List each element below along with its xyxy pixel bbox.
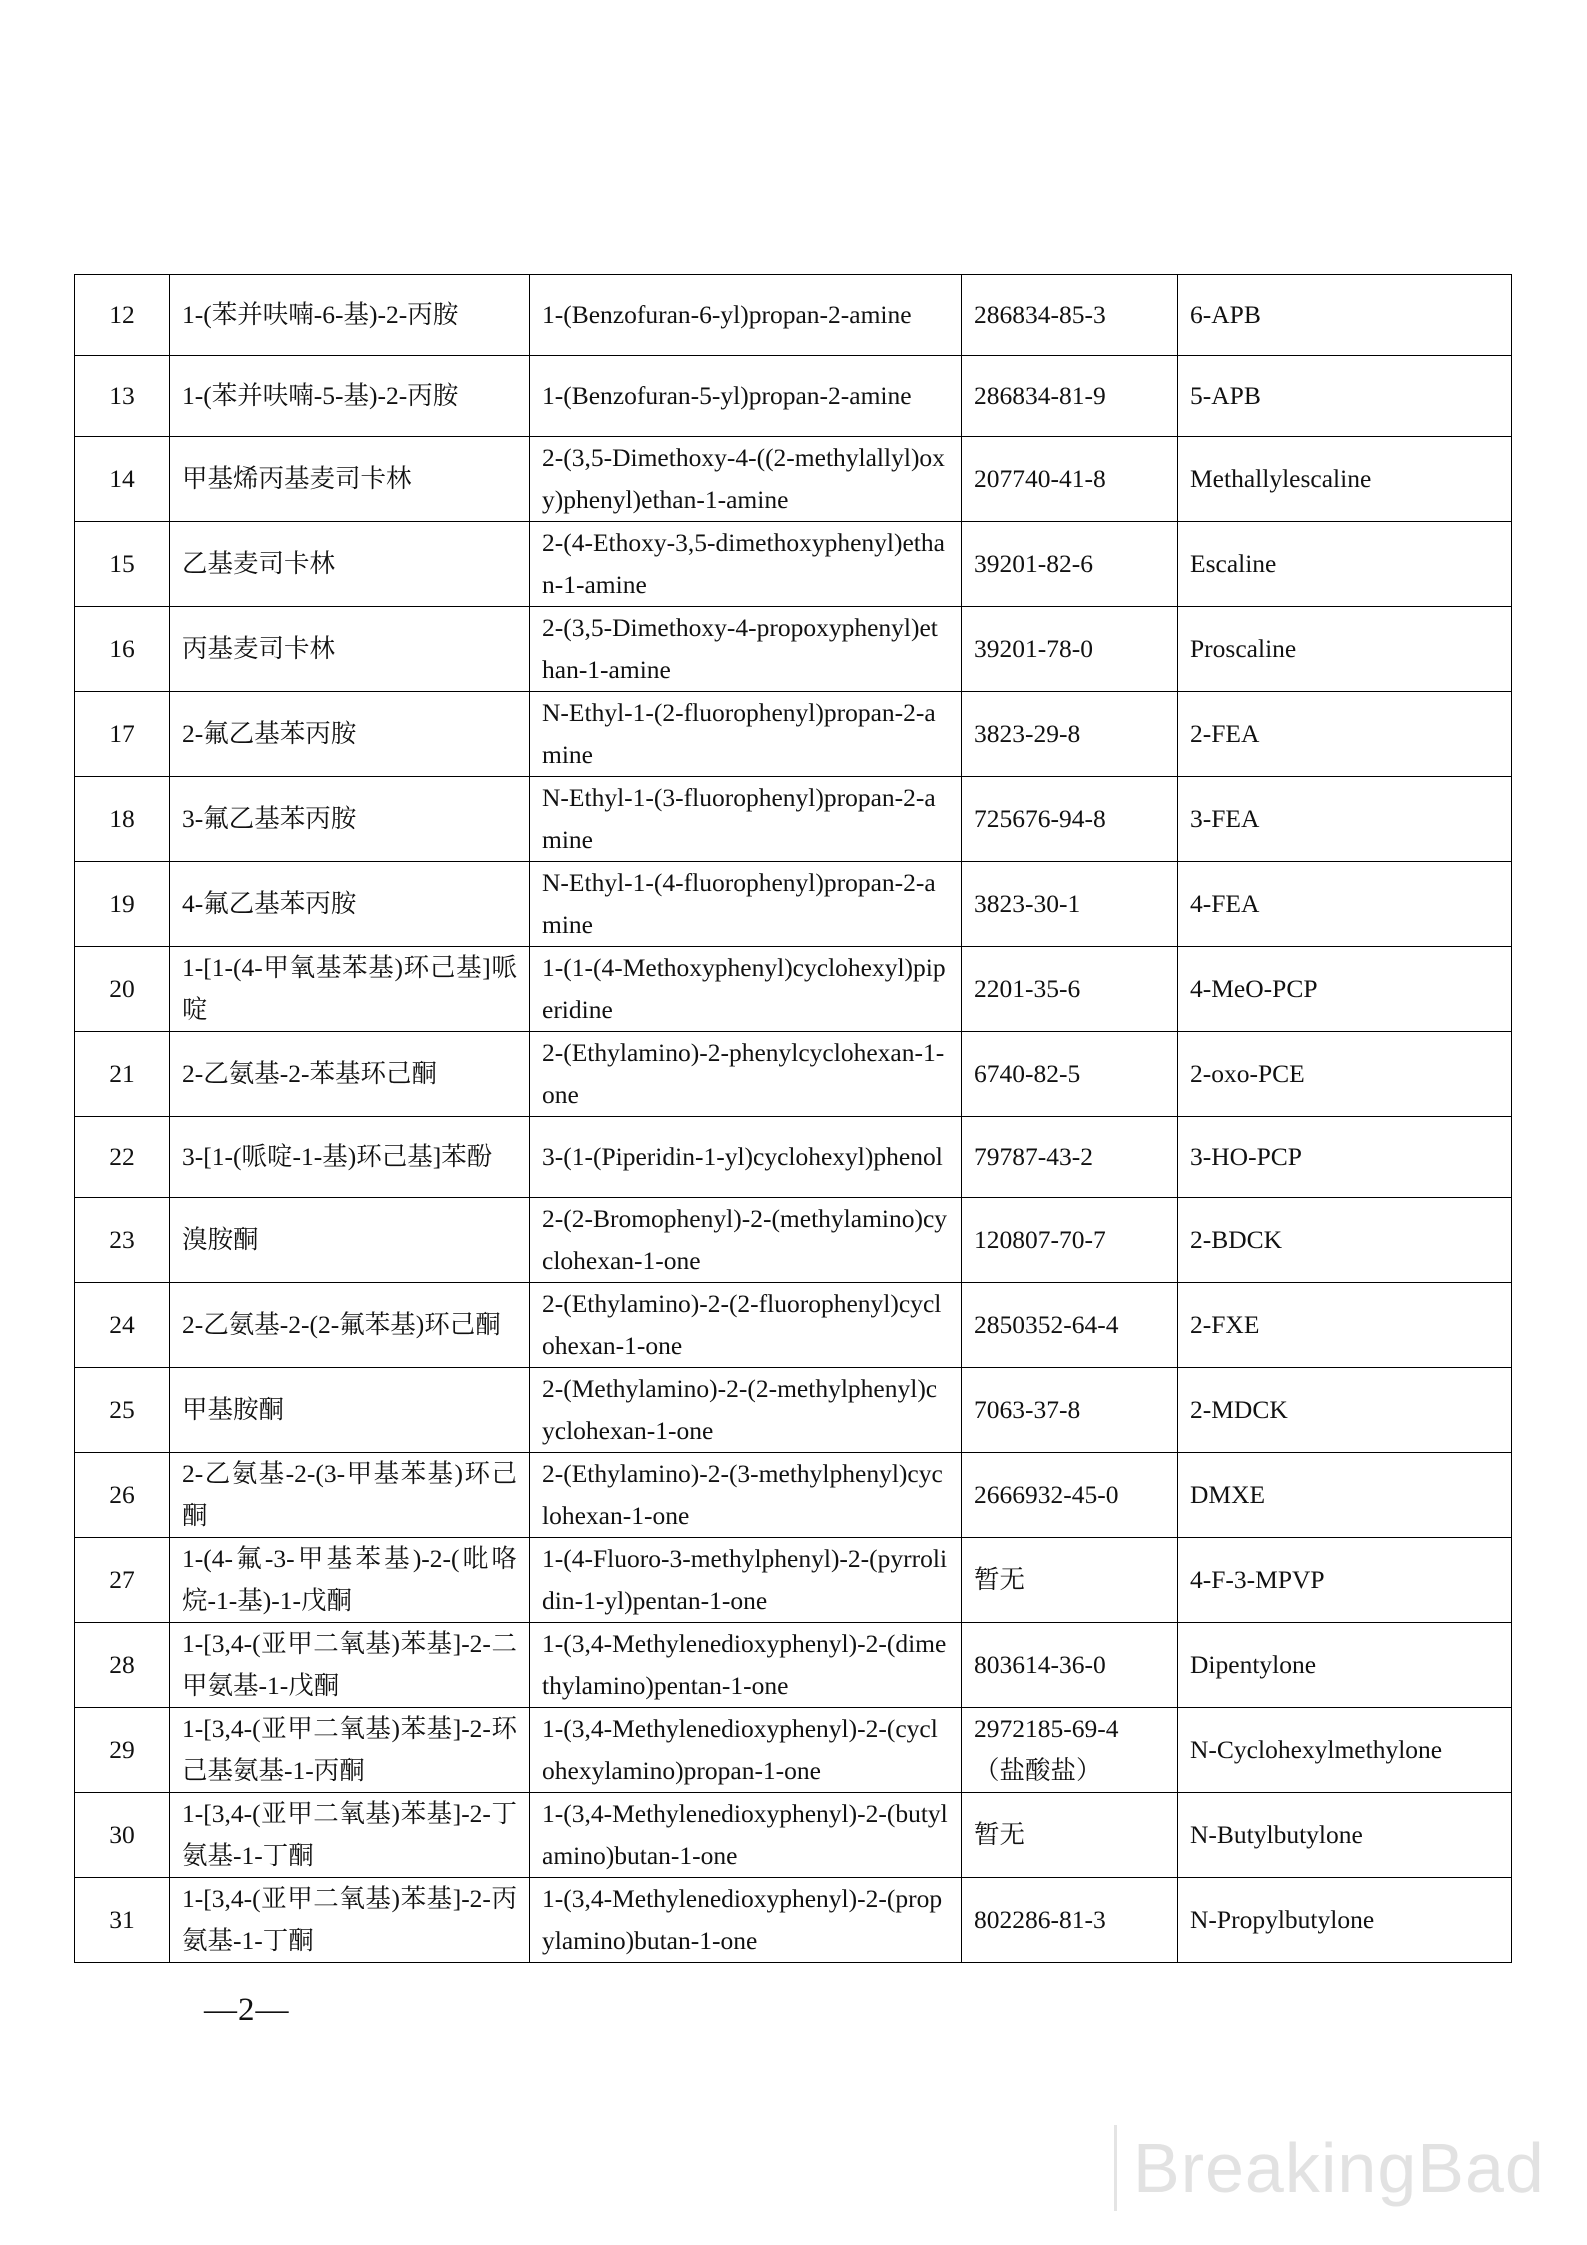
cell-cas-number: 3823-30-1: [962, 862, 1178, 947]
cell-chinese-name: 丙基麦司卡林: [170, 607, 530, 692]
cell-abbreviation: Dipentylone: [1178, 1623, 1512, 1708]
cell-cas-number: 725676-94-8: [962, 777, 1178, 862]
cell-number: 18: [75, 777, 170, 862]
table-row: [75, 1878, 1512, 1963]
cell-english-name: 1-(Benzofuran-5-yl)propan-2-amine: [530, 356, 962, 437]
cell-number: 15: [75, 522, 170, 607]
cell-chinese-name: 2-乙氨基-2-苯基环己酮: [170, 1032, 530, 1117]
cell-abbreviation: 3-HO-PCP: [1178, 1117, 1512, 1198]
cell-abbreviation: N-Cyclohexylmethylone: [1178, 1708, 1512, 1793]
cell-abbreviation: 5-APB: [1178, 356, 1512, 437]
cell-abbreviation: 2-FXE: [1178, 1283, 1512, 1368]
table-row: [75, 947, 1512, 1032]
cell-english-name: 2-(Ethylamino)-2-phenylcyclohexan-1-one: [530, 1032, 962, 1117]
table-row: [75, 1453, 1512, 1538]
cell-cas-number: 暂无: [962, 1793, 1178, 1878]
cell-english-name: 3-(1-(Piperidin-1-yl)cyclohexyl)phenol: [530, 1117, 962, 1198]
cell-english-name: 2-(3,5-Dimethoxy-4-((2-methylallyl)oxy)phenyl)ethan-1-amine: [530, 437, 962, 522]
cell-number: 13: [75, 356, 170, 437]
cell-abbreviation: DMXE: [1178, 1453, 1512, 1538]
cell-abbreviation: 2-FEA: [1178, 692, 1512, 777]
cell-abbreviation: 2-oxo-PCE: [1178, 1032, 1512, 1117]
cell-number: 14: [75, 437, 170, 522]
cell-cas-number: 暂无: [962, 1538, 1178, 1623]
table-row: [75, 1368, 1512, 1453]
watermark-logo: BreakingBad: [1114, 2125, 1545, 2211]
cell-chinese-name: 甲基烯丙基麦司卡林: [170, 437, 530, 522]
cell-chinese-name: 1-[3,4-(亚甲二氧基)苯基]-2-二甲氨基-1-戊酮: [170, 1623, 530, 1708]
cell-number: 23: [75, 1198, 170, 1283]
cell-number: 20: [75, 947, 170, 1032]
cell-cas-number: 286834-85-3: [962, 275, 1178, 356]
cell-english-name: 1-(1-(4-Methoxyphenyl)cyclohexyl)piperidine: [530, 947, 962, 1032]
cell-abbreviation: Proscaline: [1178, 607, 1512, 692]
cell-cas-number: 2666932-45-0: [962, 1453, 1178, 1538]
cell-number: 19: [75, 862, 170, 947]
table-row: [75, 862, 1512, 947]
cell-chinese-name: 3-氟乙基苯丙胺: [170, 777, 530, 862]
cell-number: 28: [75, 1623, 170, 1708]
cell-english-name: 2-(Methylamino)-2-(2-methylphenyl)cyclohexan-1-one: [530, 1368, 962, 1453]
cell-chinese-name: 溴胺酮: [170, 1198, 530, 1283]
cell-chinese-name: 1-[3,4-(亚甲二氧基)苯基]-2-丙氨基-1-丁酮: [170, 1878, 530, 1963]
cell-english-name: 2-(3,5-Dimethoxy-4-propoxyphenyl)ethan-1-amine: [530, 607, 962, 692]
cell-number: 21: [75, 1032, 170, 1117]
substance-table: [74, 274, 1512, 1963]
cell-number: 31: [75, 1878, 170, 1963]
table-row: [75, 1538, 1512, 1623]
cell-cas-number: 2972185-69-4（盐酸盐）: [962, 1708, 1178, 1793]
table-row: [75, 692, 1512, 777]
cell-number: 30: [75, 1793, 170, 1878]
cell-cas-number: 79787-43-2: [962, 1117, 1178, 1198]
cell-chinese-name: 1-(苯并呋喃-6-基)-2-丙胺: [170, 275, 530, 356]
cell-chinese-name: 3-[1-(哌啶-1-基)环己基]苯酚: [170, 1117, 530, 1198]
cell-cas-number: 3823-29-8: [962, 692, 1178, 777]
cell-cas-number: 39201-82-6: [962, 522, 1178, 607]
cell-chinese-name: 1-[3,4-(亚甲二氧基)苯基]-2-环己基氨基-1-丙酮: [170, 1708, 530, 1793]
cell-cas-number: 7063-37-8: [962, 1368, 1178, 1453]
cell-english-name: 2-(Ethylamino)-2-(2-fluorophenyl)cyclohexan-1-one: [530, 1283, 962, 1368]
cell-english-name: 1-(3,4-Methylenedioxyphenyl)-2-(butylamino)butan-1-one: [530, 1793, 962, 1878]
cell-english-name: 1-(3,4-Methylenedioxyphenyl)-2-(cyclohexylamino)propan-1-one: [530, 1708, 962, 1793]
cell-english-name: 2-(Ethylamino)-2-(3-methylphenyl)cyclohexan-1-one: [530, 1453, 962, 1538]
table-row: [75, 356, 1512, 437]
cell-number: 16: [75, 607, 170, 692]
cell-cas-number: 803614-36-0: [962, 1623, 1178, 1708]
cell-english-name: 1-(3,4-Methylenedioxyphenyl)-2-(propylamino)butan-1-one: [530, 1878, 962, 1963]
cell-cas-number: 286834-81-9: [962, 356, 1178, 437]
cell-english-name: 1-(4-Fluoro-3-methylphenyl)-2-(pyrrolidin-1-yl)pentan-1-one: [530, 1538, 962, 1623]
cell-abbreviation: 2-BDCK: [1178, 1198, 1512, 1283]
cell-english-name: N-Ethyl-1-(4-fluorophenyl)propan-2-amine: [530, 862, 962, 947]
cell-chinese-name: 1-[3,4-(亚甲二氧基)苯基]-2-丁氨基-1-丁酮: [170, 1793, 530, 1878]
cell-abbreviation: 2-MDCK: [1178, 1368, 1512, 1453]
cell-abbreviation: Methallylescaline: [1178, 437, 1512, 522]
cell-cas-number: 39201-78-0: [962, 607, 1178, 692]
table-row: [75, 1283, 1512, 1368]
table-row: [75, 1032, 1512, 1117]
cell-abbreviation: 6-APB: [1178, 275, 1512, 356]
cell-chinese-name: 乙基麦司卡林: [170, 522, 530, 607]
cell-cas-number: 2201-35-6: [962, 947, 1178, 1032]
cell-cas-number: 6740-82-5: [962, 1032, 1178, 1117]
cell-abbreviation: N-Propylbutylone: [1178, 1878, 1512, 1963]
cell-abbreviation: 4-F-3-MPVP: [1178, 1538, 1512, 1623]
cell-number: 27: [75, 1538, 170, 1623]
cell-number: 25: [75, 1368, 170, 1453]
cell-chinese-name: 甲基胺酮: [170, 1368, 530, 1453]
cell-abbreviation: N-Butylbutylone: [1178, 1793, 1512, 1878]
table-row: [75, 607, 1512, 692]
table-row: [75, 1198, 1512, 1283]
cell-english-name: 1-(Benzofuran-6-yl)propan-2-amine: [530, 275, 962, 356]
cell-abbreviation: Escaline: [1178, 522, 1512, 607]
cell-abbreviation: 4-FEA: [1178, 862, 1512, 947]
cell-chinese-name: 1-(苯并呋喃-5-基)-2-丙胺: [170, 356, 530, 437]
cell-chinese-name: 1-(4-氟-3-甲基苯基)-2-(吡咯烷-1-基)-1-戊酮: [170, 1538, 530, 1623]
table-row: [75, 1793, 1512, 1878]
cell-chinese-name: 1-[1-(4-甲氧基苯基)环己基]哌啶: [170, 947, 530, 1032]
cell-english-name: N-Ethyl-1-(3-fluorophenyl)propan-2-amine: [530, 777, 962, 862]
table-row: [75, 1117, 1512, 1198]
table-row: [75, 522, 1512, 607]
cell-cas-number: 802286-81-3: [962, 1878, 1178, 1963]
cell-number: 26: [75, 1453, 170, 1538]
cell-number: 17: [75, 692, 170, 777]
cell-abbreviation: 3-FEA: [1178, 777, 1512, 862]
cell-abbreviation: 4-MeO-PCP: [1178, 947, 1512, 1032]
table-row: [75, 777, 1512, 862]
cell-chinese-name: 2-氟乙基苯丙胺: [170, 692, 530, 777]
cell-cas-number: 120807-70-7: [962, 1198, 1178, 1283]
table-body: [75, 275, 1512, 1963]
cell-english-name: 2-(2-Bromophenyl)-2-(methylamino)cyclohexan-1-one: [530, 1198, 962, 1283]
cell-english-name: 1-(3,4-Methylenedioxyphenyl)-2-(dimethylamino)pentan-1-one: [530, 1623, 962, 1708]
page-number: —2—: [204, 1992, 290, 2028]
cell-number: 24: [75, 1283, 170, 1368]
table-row: [75, 1708, 1512, 1793]
table-row: [75, 437, 1512, 522]
cell-cas-number: 2850352-64-4: [962, 1283, 1178, 1368]
cell-chinese-name: 4-氟乙基苯丙胺: [170, 862, 530, 947]
cell-chinese-name: 2-乙氨基-2-(2-氟苯基)环己酮: [170, 1283, 530, 1368]
cell-english-name: 2-(4-Ethoxy-3,5-dimethoxyphenyl)ethan-1-amine: [530, 522, 962, 607]
cell-cas-number: 207740-41-8: [962, 437, 1178, 522]
cell-chinese-name: 2-乙氨基-2-(3-甲基苯基)环己酮: [170, 1453, 530, 1538]
table-row: [75, 1623, 1512, 1708]
cell-number: 29: [75, 1708, 170, 1793]
table-row: [75, 275, 1512, 356]
cell-number: 22: [75, 1117, 170, 1198]
cell-english-name: N-Ethyl-1-(2-fluorophenyl)propan-2-amine: [530, 692, 962, 777]
cell-number: 12: [75, 275, 170, 356]
